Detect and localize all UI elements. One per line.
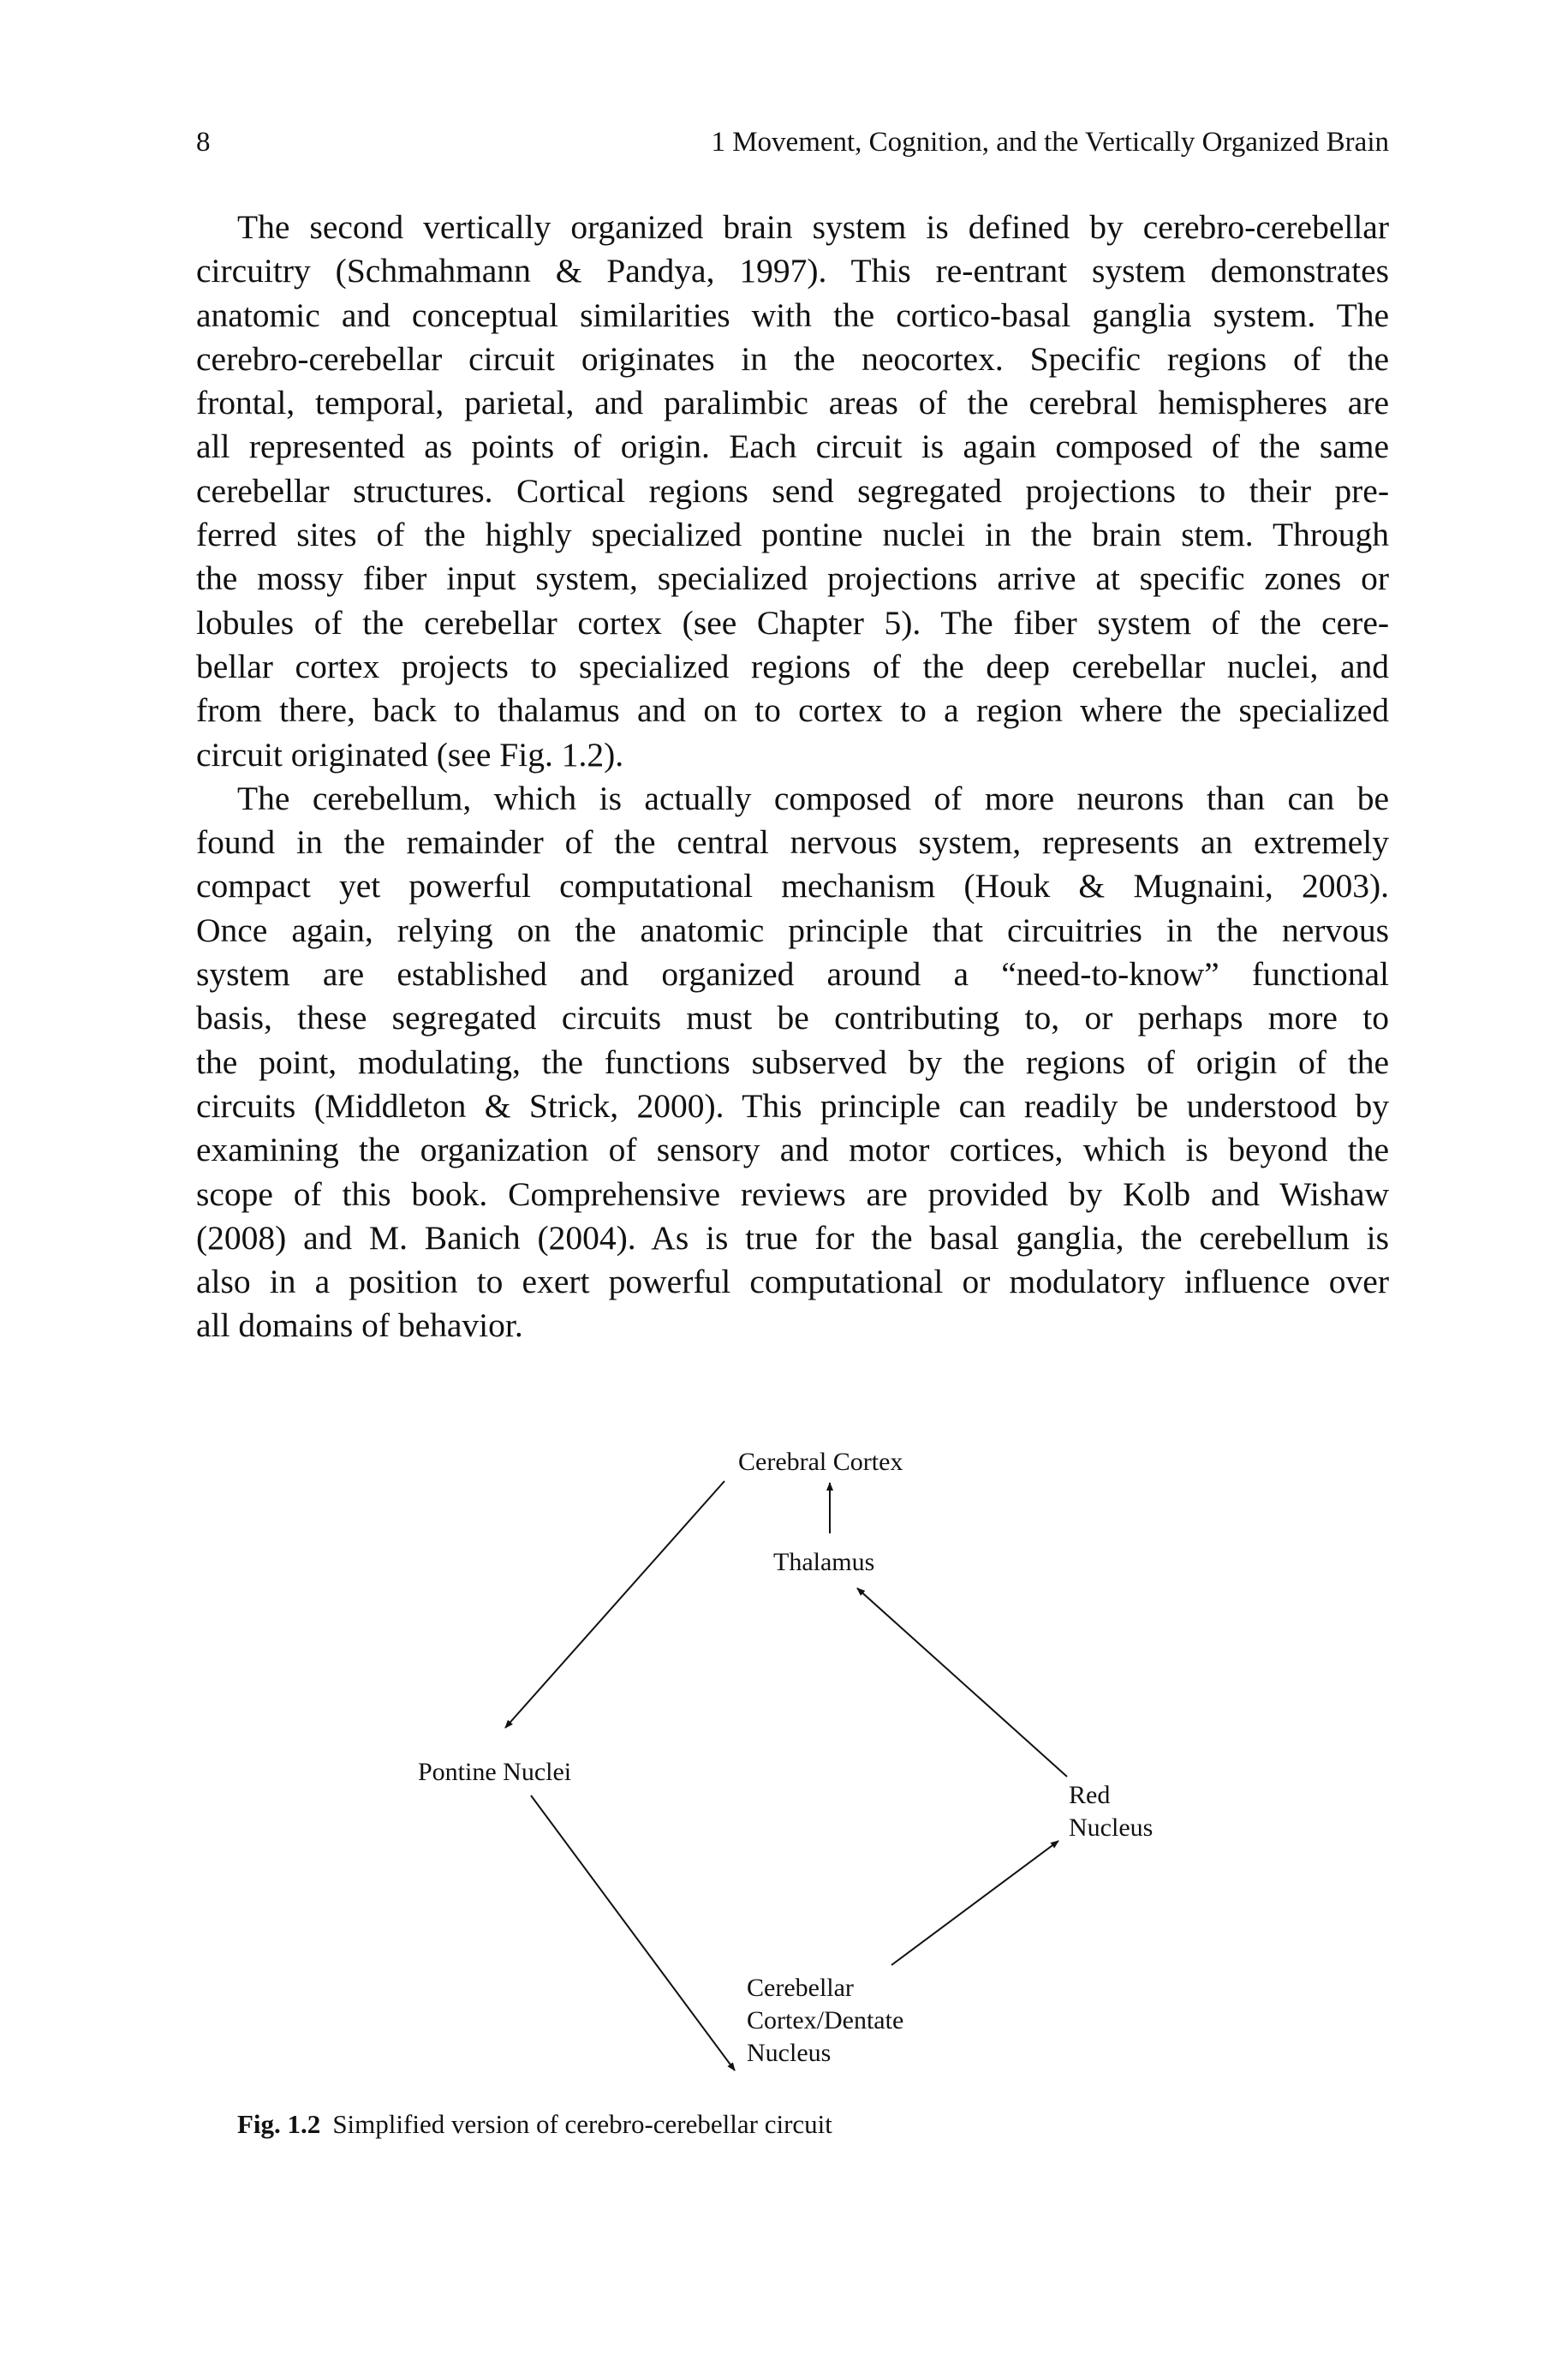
text-line: (2008) and M. Banich (2004). As is true for the basal ganglia, the cerebellum is	[196, 1218, 1389, 1257]
arrow-cerebellar-to-red	[891, 1841, 1058, 1965]
node-thalamus: Thalamus	[773, 1548, 875, 1576]
text-line: bellar cortex projects to specialized regions of the deep cerebellar nuclei, and	[196, 647, 1389, 685]
text-line: circuit originated (see Fig. 1.2).	[196, 735, 624, 774]
text-line: The cerebellum, which is actually composed of more neurons than can be	[237, 779, 1389, 817]
node-label-line: Cortex/Dentate	[747, 2006, 904, 2034]
text-line: circuits (Middleton & Strick, 2000). This principle can readily be understood by	[196, 1086, 1389, 1125]
text-line: Once again, relying on the anatomic principle that circuitries in the nervous	[196, 911, 1389, 949]
node-cerebellar-cortex-dentate	[747, 1972, 903, 2070]
text-line: from there, back to thalamus and on to cortex to a region where the specialized	[196, 691, 1389, 730]
node-label-line: Red	[1069, 1781, 1111, 1809]
text-line: circuitry (Schmahmann & Pandya, 1997). This re-entrant system demonstrates	[196, 252, 1389, 290]
text-line: frontal, temporal, parietal, and paralimbic areas of the cerebral hemispheres are	[196, 384, 1389, 422]
text-line: lobules of the cerebellar cortex (see Chapter 5). The fiber system of the cere-	[196, 603, 1389, 642]
node-label-line: Nucleus	[747, 2039, 832, 2067]
arrow-pontine-to-cerebellar	[531, 1795, 735, 2070]
text-line: cerebro-cerebellar circuit originates in the neocortex. Specific regions of the	[196, 339, 1389, 378]
arrow-cortex-to-pontine	[505, 1481, 724, 1728]
text-line: all domains of behavior.	[196, 1306, 523, 1345]
text-line: the point, modulating, the functions subserved by the regions of origin of the	[196, 1043, 1389, 1081]
text-line: compact yet powerful computational mechanism (Houk & Mugnaini, 2003).	[196, 867, 1389, 905]
node-red-nucleus	[1069, 1779, 1153, 1844]
text-line: cerebellar structures. Cortical regions send segregated projections to their pre-	[196, 471, 1389, 510]
text-line: ferred sites of the highly specialized pontine nuclei in the brain stem. Through	[196, 516, 1389, 554]
page-number: 8	[196, 127, 211, 158]
caption-text: Simplified version of cerebro-cerebellar circuit	[332, 2109, 832, 2139]
text-line: scope of this book. Comprehensive reviews are provided by Kolb and Wishaw	[196, 1174, 1389, 1213]
arrow-red-to-thalamus	[857, 1588, 1067, 1777]
node-label-line: Cerebellar	[747, 1974, 854, 2002]
text-line: also in a position to exert powerful computational or modulatory influence over	[196, 1263, 1389, 1301]
text-line: all represented as points of origin. Each circuit is again composed of the same	[196, 427, 1389, 466]
text-line: The second vertically organized brain system is defined by cerebro-cerebellar	[237, 208, 1389, 246]
running-head: 1 Movement, Cognition, and the Vertically Organized Brain	[711, 127, 1389, 158]
text-line: anatomic and conceptual similarities with the cortico-basal ganglia system. The	[196, 296, 1389, 334]
node-label-line: Nucleus	[1069, 1813, 1154, 1842]
node-cerebral-cortex: Cerebral Cortex	[738, 1448, 903, 1476]
figure-caption	[237, 2109, 832, 2140]
caption-label: Fig. 1.2	[237, 2109, 321, 2139]
text-line: the mossy fiber input system, specialized projections arrive at specific zones or	[196, 559, 1389, 598]
text-line: basis, these segregated circuits must be contributing to, or perhaps more to	[196, 999, 1389, 1037]
text-line: found in the remainder of the central nervous system, represents an extremely	[196, 823, 1389, 862]
node-pontine-nuclei: Pontine Nuclei	[418, 1758, 572, 1786]
text-line: examining the organization of sensory and motor cortices, which is beyond the	[196, 1131, 1389, 1169]
text-line: system are established and organized around a “need-to-know” functional	[196, 955, 1389, 994]
